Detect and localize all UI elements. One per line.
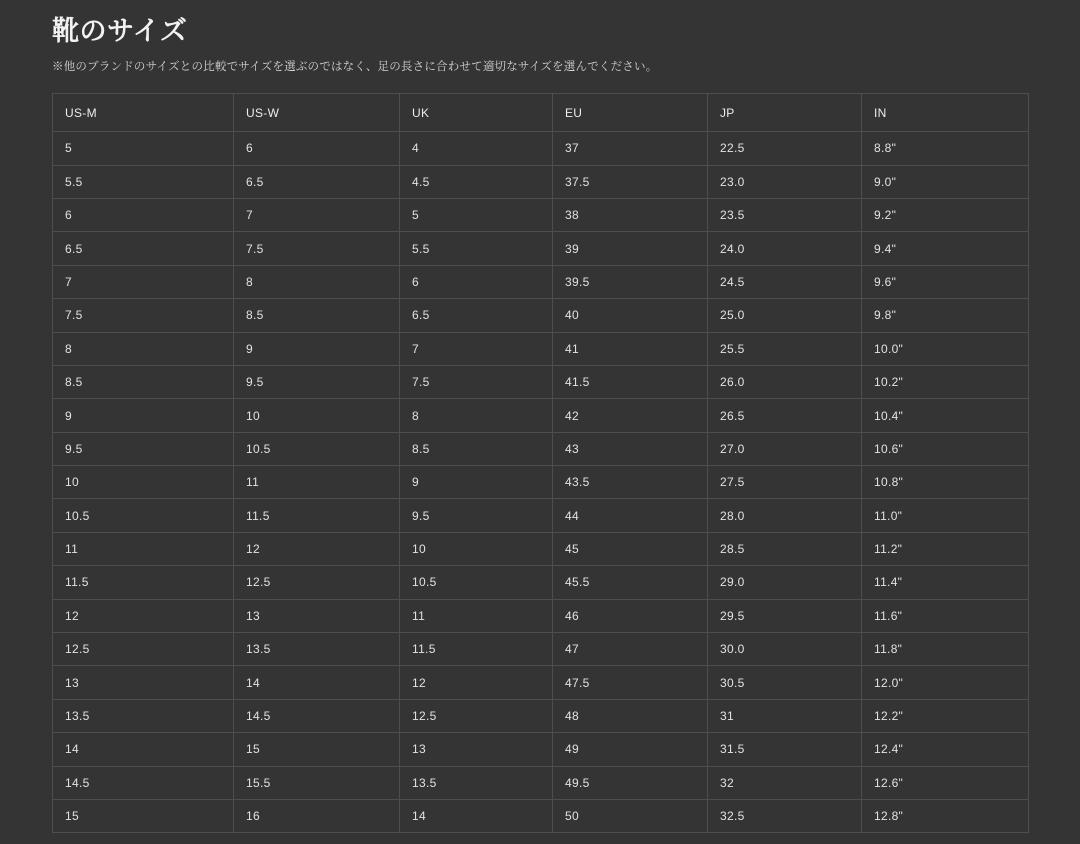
cell-us-w: 8 <box>234 265 400 298</box>
cell-us-w: 10 <box>234 399 400 432</box>
table-row <box>53 466 1029 499</box>
table-row <box>53 733 1029 766</box>
cell-in: 9.0" <box>862 165 1029 198</box>
cell-uk: 5.5 <box>400 232 553 265</box>
cell-jp: 22.5 <box>708 132 862 165</box>
table-row <box>53 766 1029 799</box>
cell-in: 11.0" <box>862 499 1029 532</box>
cell-jp: 26.5 <box>708 399 862 432</box>
cell-us-w: 11.5 <box>234 499 400 532</box>
cell-in: 10.0" <box>862 332 1029 365</box>
cell-eu: 50 <box>553 800 708 833</box>
cell-uk: 12.5 <box>400 699 553 732</box>
cell-eu: 37.5 <box>553 165 708 198</box>
cell-us-m: 9.5 <box>53 432 234 465</box>
cell-uk: 9.5 <box>400 499 553 532</box>
cell-us-w: 6 <box>234 132 400 165</box>
cell-eu: 42 <box>553 399 708 432</box>
cell-jp: 31 <box>708 699 862 732</box>
cell-eu: 41 <box>553 332 708 365</box>
cell-us-m: 12 <box>53 599 234 632</box>
table-row <box>53 532 1029 565</box>
table-row <box>53 432 1029 465</box>
cell-us-w: 9 <box>234 332 400 365</box>
table-row <box>53 332 1029 365</box>
table-header <box>53 94 1029 132</box>
cell-in: 10.8" <box>862 466 1029 499</box>
cell-jp: 25.0 <box>708 299 862 332</box>
table-row <box>53 499 1029 532</box>
cell-us-m: 14.5 <box>53 766 234 799</box>
cell-eu: 46 <box>553 599 708 632</box>
cell-eu: 49.5 <box>553 766 708 799</box>
cell-us-m: 14 <box>53 733 234 766</box>
cell-us-w: 7 <box>234 198 400 231</box>
column-header-us-w: US-W <box>234 94 400 132</box>
table-row <box>53 132 1029 165</box>
cell-us-w: 14 <box>234 666 400 699</box>
table-row <box>53 198 1029 231</box>
cell-uk: 8 <box>400 399 553 432</box>
cell-us-w: 10.5 <box>234 432 400 465</box>
cell-jp: 29.5 <box>708 599 862 632</box>
cell-us-w: 15 <box>234 733 400 766</box>
cell-eu: 48 <box>553 699 708 732</box>
table-row <box>53 566 1029 599</box>
cell-eu: 40 <box>553 299 708 332</box>
cell-uk: 9 <box>400 466 553 499</box>
cell-us-w: 13 <box>234 599 400 632</box>
cell-uk: 11.5 <box>400 633 553 666</box>
cell-in: 10.2" <box>862 365 1029 398</box>
cell-eu: 45 <box>553 532 708 565</box>
cell-us-w: 12 <box>234 532 400 565</box>
column-header-jp: JP <box>708 94 862 132</box>
cell-us-w: 15.5 <box>234 766 400 799</box>
cell-us-m: 12.5 <box>53 633 234 666</box>
cell-eu: 45.5 <box>553 566 708 599</box>
cell-us-w: 6.5 <box>234 165 400 198</box>
cell-eu: 43.5 <box>553 466 708 499</box>
cell-jp: 23.5 <box>708 198 862 231</box>
cell-us-m: 10 <box>53 466 234 499</box>
cell-in: 9.2" <box>862 198 1029 231</box>
cell-uk: 13.5 <box>400 766 553 799</box>
table-body <box>53 132 1029 833</box>
table-row <box>53 165 1029 198</box>
cell-jp: 25.5 <box>708 332 862 365</box>
page-title: 靴のサイズ <box>52 16 188 46</box>
cell-us-w: 14.5 <box>234 699 400 732</box>
cell-uk: 13 <box>400 733 553 766</box>
table-row <box>53 699 1029 732</box>
table-row <box>53 365 1029 398</box>
cell-in: 11.2" <box>862 532 1029 565</box>
cell-in: 9.8" <box>862 299 1029 332</box>
cell-us-m: 13 <box>53 666 234 699</box>
cell-jp: 28.0 <box>708 499 862 532</box>
column-header-uk: UK <box>400 94 553 132</box>
cell-us-m: 9 <box>53 399 234 432</box>
cell-jp: 24.0 <box>708 232 862 265</box>
table-row <box>53 800 1029 833</box>
cell-jp: 28.5 <box>708 532 862 565</box>
cell-uk: 8.5 <box>400 432 553 465</box>
table-row <box>53 633 1029 666</box>
cell-us-m: 8 <box>53 332 234 365</box>
cell-uk: 12 <box>400 666 553 699</box>
cell-us-m: 6 <box>53 198 234 231</box>
cell-jp: 27.0 <box>708 432 862 465</box>
page-note: ※他のブランドのサイズとの比較でサイズを選ぶのではなく、足の長さに合わせて適切なサイズを選んでください。 <box>52 61 658 74</box>
cell-in: 12.6" <box>862 766 1029 799</box>
cell-jp: 26.0 <box>708 365 862 398</box>
cell-jp: 31.5 <box>708 733 862 766</box>
cell-us-w: 13.5 <box>234 633 400 666</box>
cell-in: 10.6" <box>862 432 1029 465</box>
cell-in: 12.2" <box>862 699 1029 732</box>
cell-jp: 30.0 <box>708 633 862 666</box>
cell-in: 12.8" <box>862 800 1029 833</box>
cell-eu: 47.5 <box>553 666 708 699</box>
cell-in: 9.6" <box>862 265 1029 298</box>
cell-us-m: 7.5 <box>53 299 234 332</box>
column-header-us-m: US-M <box>53 94 234 132</box>
table-row <box>53 599 1029 632</box>
cell-us-w: 7.5 <box>234 232 400 265</box>
cell-us-m: 15 <box>53 800 234 833</box>
cell-uk: 10.5 <box>400 566 553 599</box>
cell-us-m: 5.5 <box>53 165 234 198</box>
table-row <box>53 399 1029 432</box>
cell-eu: 44 <box>553 499 708 532</box>
cell-uk: 7 <box>400 332 553 365</box>
cell-uk: 6 <box>400 265 553 298</box>
cell-jp: 32 <box>708 766 862 799</box>
table-header-row <box>53 94 1029 132</box>
cell-jp: 27.5 <box>708 466 862 499</box>
cell-jp: 29.0 <box>708 566 862 599</box>
shoe-size-table <box>52 93 1029 833</box>
table-row <box>53 232 1029 265</box>
cell-uk: 6.5 <box>400 299 553 332</box>
table-row <box>53 299 1029 332</box>
cell-in: 8.8" <box>862 132 1029 165</box>
cell-us-w: 8.5 <box>234 299 400 332</box>
cell-us-w: 12.5 <box>234 566 400 599</box>
cell-in: 11.6" <box>862 599 1029 632</box>
table-row <box>53 265 1029 298</box>
cell-in: 12.0" <box>862 666 1029 699</box>
cell-in: 9.4" <box>862 232 1029 265</box>
cell-us-w: 9.5 <box>234 365 400 398</box>
cell-uk: 4 <box>400 132 553 165</box>
cell-jp: 30.5 <box>708 666 862 699</box>
column-header-in: IN <box>862 94 1029 132</box>
cell-eu: 37 <box>553 132 708 165</box>
cell-us-m: 6.5 <box>53 232 234 265</box>
cell-in: 11.4" <box>862 566 1029 599</box>
cell-us-m: 11.5 <box>53 566 234 599</box>
cell-us-m: 13.5 <box>53 699 234 732</box>
cell-us-w: 16 <box>234 800 400 833</box>
cell-uk: 5 <box>400 198 553 231</box>
cell-us-w: 11 <box>234 466 400 499</box>
cell-jp: 24.5 <box>708 265 862 298</box>
cell-in: 10.4" <box>862 399 1029 432</box>
cell-jp: 32.5 <box>708 800 862 833</box>
cell-us-m: 10.5 <box>53 499 234 532</box>
cell-eu: 39 <box>553 232 708 265</box>
cell-uk: 14 <box>400 800 553 833</box>
cell-eu: 39.5 <box>553 265 708 298</box>
cell-eu: 38 <box>553 198 708 231</box>
cell-jp: 23.0 <box>708 165 862 198</box>
cell-eu: 43 <box>553 432 708 465</box>
cell-uk: 4.5 <box>400 165 553 198</box>
cell-uk: 10 <box>400 532 553 565</box>
cell-eu: 49 <box>553 733 708 766</box>
cell-us-m: 8.5 <box>53 365 234 398</box>
table-row <box>53 666 1029 699</box>
cell-uk: 11 <box>400 599 553 632</box>
cell-eu: 41.5 <box>553 365 708 398</box>
cell-us-m: 7 <box>53 265 234 298</box>
cell-in: 12.4" <box>862 733 1029 766</box>
cell-uk: 7.5 <box>400 365 553 398</box>
cell-in: 11.8" <box>862 633 1029 666</box>
cell-us-m: 11 <box>53 532 234 565</box>
column-header-eu: EU <box>553 94 708 132</box>
cell-eu: 47 <box>553 633 708 666</box>
cell-us-m: 5 <box>53 132 234 165</box>
